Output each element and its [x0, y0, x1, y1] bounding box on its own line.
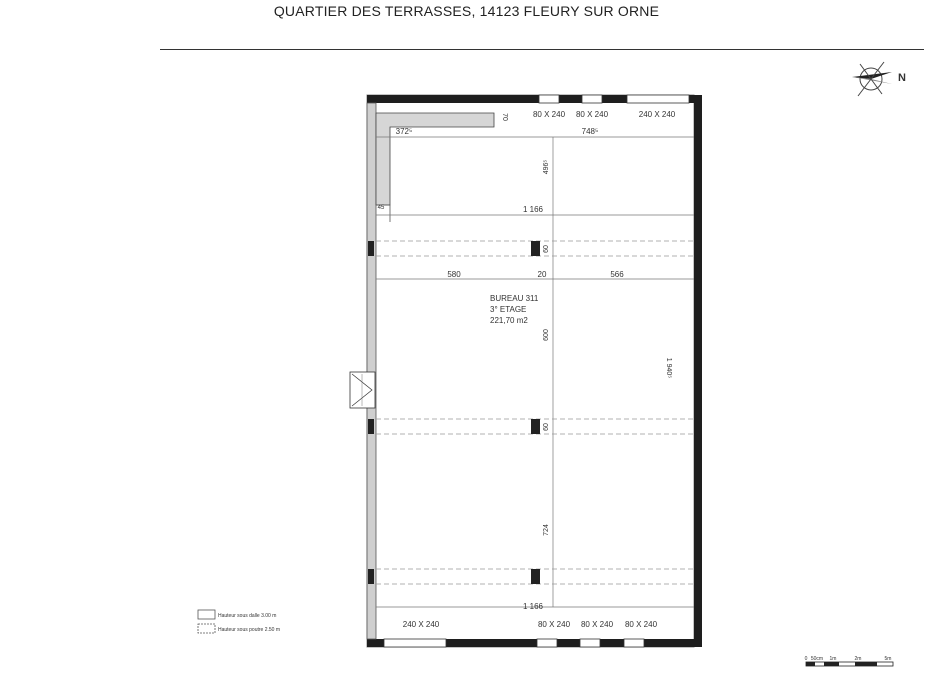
north-arrow-icon	[852, 62, 892, 96]
structural-columns	[368, 241, 540, 584]
entrance-door	[350, 372, 375, 408]
room-name: BUREAU 311	[490, 294, 539, 303]
wall-right	[694, 95, 702, 647]
scale-label-50cm: 50cm	[810, 656, 824, 662]
dim-60-mid: 60	[543, 423, 550, 431]
room-floor: 3° ETAGE	[490, 305, 527, 314]
plan-outline	[367, 95, 694, 647]
beam-lines	[376, 241, 694, 584]
wall-left	[367, 103, 376, 639]
dim-600: 600	[543, 329, 550, 341]
dim-70: 70	[501, 113, 508, 121]
scale-label-1m: 1m	[829, 656, 837, 662]
dim-566: 566	[610, 270, 624, 279]
compass-north-label: N	[898, 72, 906, 84]
dim-1166-lower: 1 166	[522, 602, 544, 611]
legend-swatch-2	[198, 624, 215, 633]
scale-label-5m: 5m	[884, 656, 892, 662]
legend-label-2: Hauteur sous poutre 2.50 m	[218, 627, 280, 633]
dim-748: 748⁵	[581, 127, 599, 136]
opening-label-top-2: 80 X 240	[575, 110, 609, 119]
dim-1166-upper: 1 166	[522, 205, 544, 214]
scale-bar	[805, 656, 893, 666]
dim-1940: 1 940⁵	[665, 357, 672, 379]
dim-372: 372⁵	[395, 127, 413, 136]
opening-label-top-1: 80 X 240	[532, 110, 566, 119]
legend-label-1: Hauteur sous dalle 3.00 m	[218, 613, 277, 619]
room-area: 221,70 m2	[490, 316, 528, 325]
opening-label-bottom-3: 80 X 240	[580, 620, 614, 629]
legend-swatch-1	[198, 610, 215, 619]
partition-wall	[376, 113, 494, 205]
opening-label-top-3: 240 X 240	[638, 110, 676, 119]
dim-45: 45	[377, 205, 385, 211]
dim-60-top: 60	[543, 245, 550, 253]
page-title: QUARTIER DES TERRASSES, 14123 FLEURY SUR ORNE	[273, 3, 660, 19]
dim-724: 724	[543, 524, 550, 536]
opening-label-bottom-2: 80 X 240	[537, 620, 571, 629]
dim-580: 580	[447, 270, 461, 279]
dim-20: 20	[537, 270, 547, 279]
legend	[198, 610, 280, 633]
opening-label-bottom-4: 80 X 240	[624, 620, 658, 629]
dim-496: 496⁵	[543, 159, 550, 175]
opening-label-bottom-1: 240 X 240	[402, 620, 440, 629]
scale-label-2m: 2m	[854, 656, 862, 662]
scale-label-0: 0	[804, 656, 808, 662]
